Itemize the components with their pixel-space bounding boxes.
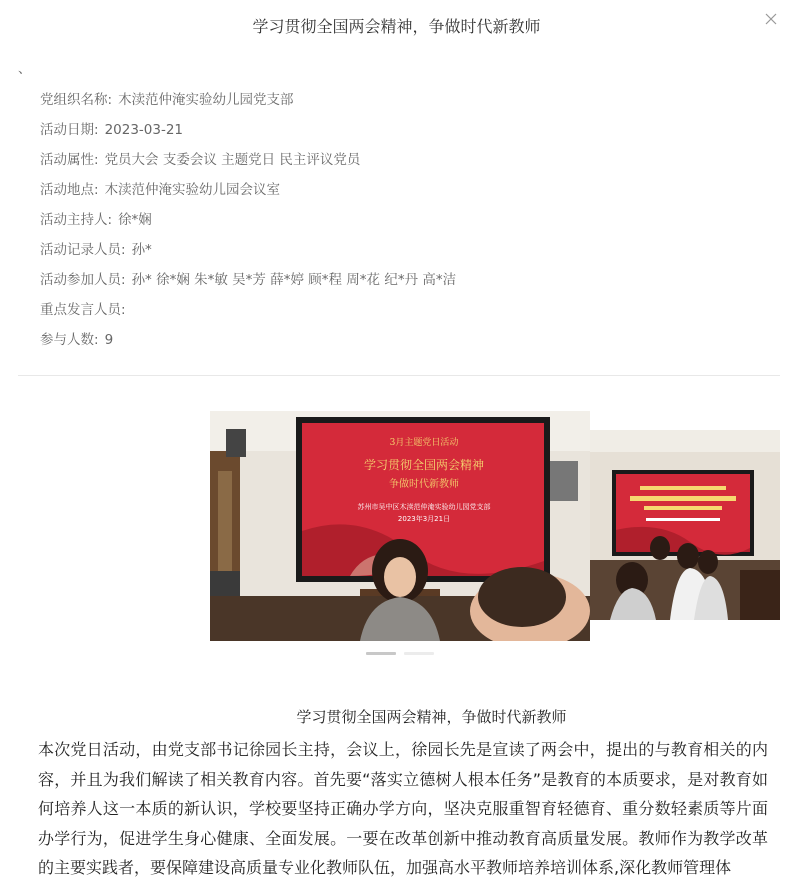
info-row-participants: [40, 268, 456, 298]
dialog-title: 学习贯彻全国两会精神，争做时代新教师: [252, 17, 541, 36]
article-title: 学习贯彻全国两会精神，争做时代新教师: [296, 708, 567, 726]
info-label: 活动属性:: [40, 152, 99, 168]
info-value: 2023-03-21: [104, 122, 184, 138]
info-label: 活动地点:: [40, 182, 99, 198]
divider: [18, 375, 780, 376]
screen-text-date: 2023年3月21日: [397, 515, 451, 523]
info-value: 9: [104, 332, 114, 348]
carousel-dot-1[interactable]: [366, 652, 396, 655]
carousel-slide-meeting-photo-2[interactable]: [590, 430, 780, 620]
activity-info: [40, 88, 456, 358]
info-row-recorder: [40, 238, 456, 268]
info-row-location: [40, 178, 456, 208]
info-label: 活动参加人员:: [40, 272, 126, 288]
info-label: 活动记录人员:: [40, 242, 126, 258]
info-value: 孙*: [131, 242, 152, 258]
info-value: 木渎范仲淹实验幼儿园会议室: [104, 182, 281, 198]
screen-text-line1: 3月主题党日活动: [389, 438, 459, 448]
info-label: 重点发言人员:: [40, 302, 126, 318]
info-row-host: [40, 208, 456, 238]
info-row-count: [40, 328, 456, 358]
info-label: 参与人数:: [40, 332, 99, 348]
stray-mark: 、: [18, 62, 32, 77]
info-row-type: [40, 148, 456, 178]
info-value: 孙* 徐*娴 朱*敏 吴*芳 薛*婷 顾*程 周*花 纪*丹 高*洁: [131, 272, 457, 288]
carousel-dot-2[interactable]: [404, 652, 434, 655]
close-icon[interactable]: [761, 9, 781, 29]
info-label: 党组织名称:: [40, 92, 113, 108]
info-label: 活动日期:: [40, 122, 99, 138]
screen-text-line3: 争做时代新教师: [389, 479, 459, 490]
info-row-org: [40, 88, 456, 118]
screen-text-org: 苏州市吴中区木渎范仲淹实验幼儿园党支部: [357, 503, 491, 511]
info-label: 活动主持人:: [40, 212, 113, 228]
photo-carousel[interactable]: [210, 411, 780, 641]
close-button[interactable]: [761, 9, 781, 29]
info-value: 徐*娴: [118, 212, 152, 228]
screen-text-line2: 学习贯彻全国两会精神: [363, 458, 485, 472]
info-value: 党员大会 支委会议 主题党日 民主评议党员: [104, 152, 361, 168]
carousel-indicators: [366, 652, 436, 655]
info-value: 木渎范仲淹实验幼儿园党支部: [118, 92, 294, 108]
info-row-date: [40, 118, 456, 148]
carousel-slide-meeting-photo[interactable]: [210, 411, 590, 641]
info-row-speakers: [40, 298, 456, 328]
article-body: 本次党日活动，由党支部书记徐园长主持，会议上，徐园长先是宣读了两会中，提出的与教育相关的内容，并且为我们解读了相关教育内容。首先要“落实立德树人根本任务”是教育的本质要求，是对教育如何培养人这一本质的新认识，学校要坚持正确办学方向，坚决克服重智育轻德育、重分数轻素质等片面办学行为，促进学生身心健康、全面发展。一要在改革创新中推动教育高质量发展。教师作为教学改革的主要实践者，要保障建设高质量专业化教师队伍，加强高水平教师培养培训体系,深化教师管理体: [38, 740, 768, 877]
